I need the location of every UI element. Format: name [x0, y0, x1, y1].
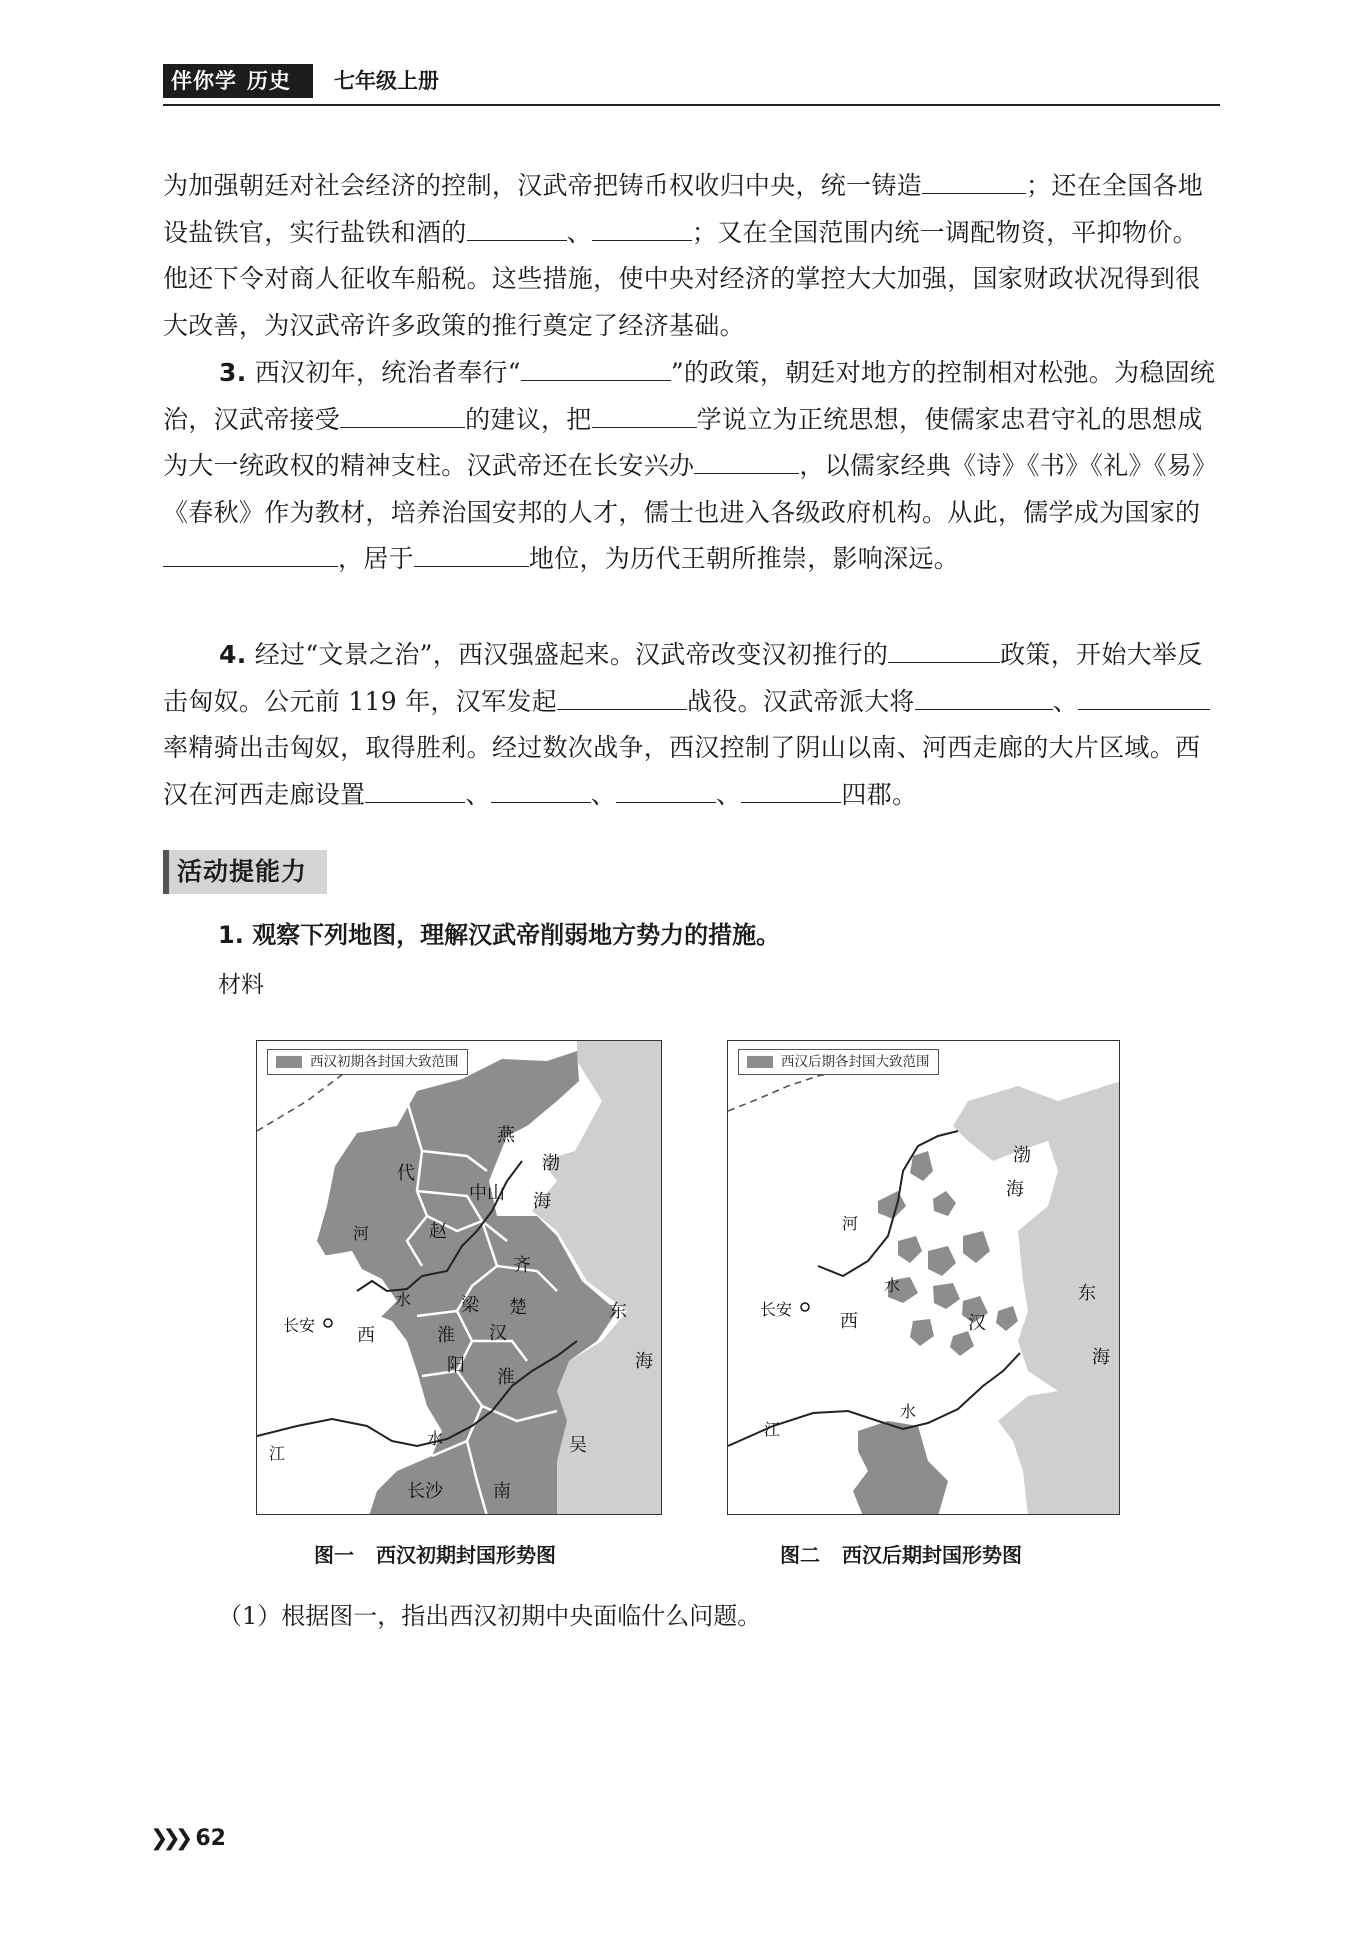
map-late-western-han [727, 1040, 1120, 1515]
map-early-western-han [256, 1040, 662, 1515]
header-subject: 历史 [247, 69, 291, 93]
p2-text-2: ；还在全国各地设盐铁官，实行盐铁和酒的 [163, 171, 1204, 247]
map-label: 淮 [437, 1325, 455, 1346]
paragraph-3 [163, 350, 1221, 583]
p3-text-6: ，居于 [338, 544, 414, 573]
map-label: 汉 [489, 1323, 507, 1344]
fill-blank[interactable] [694, 451, 799, 474]
map-label: 吴 [569, 1435, 587, 1456]
map-label: 东 [1078, 1283, 1096, 1304]
p4-text-4: 、 [1052, 686, 1079, 716]
material-label: 材料 [218, 972, 264, 998]
fill-blank[interactable] [592, 405, 697, 428]
header-grade: 七年级上册 [334, 69, 439, 93]
p3-text-3: 的建议，把 [465, 404, 592, 434]
map-label: 海 [1092, 1347, 1110, 1368]
map-label: 长沙 [407, 1481, 443, 1502]
p3-text-5: ，以儒家经典《诗》《书》《礼》《易》《春秋》作为教材，培养治国安邦的人才，儒士也进入各级政府机构。从此，儒学成为国家的 [163, 451, 1218, 527]
p4-text-7: 、 [590, 779, 617, 809]
p2-text-4: ；又在全国范围内统一调配物资，平抑物价。他还下令对商人征收车船税。这些措施，使中央对经济的掌控大大加强，国家财政状况得到很大改善，为汉武帝许多政策的推行奠定了经济基础。 [163, 217, 1201, 340]
fill-blank[interactable] [592, 218, 692, 241]
p4-text-3: 战役。汉武帝派大将 [687, 686, 915, 716]
map-label: 江 [764, 1420, 781, 1439]
capital-marker [324, 1319, 332, 1327]
map-label: 水 [395, 1290, 412, 1309]
fill-blank[interactable] [467, 218, 567, 241]
map-label: 汉 [968, 1313, 986, 1334]
fill-blank[interactable] [521, 358, 671, 381]
map-label: 西 [840, 1311, 858, 1332]
map-label: 水 [427, 1429, 444, 1448]
paragraph-4 [163, 632, 1221, 818]
fill-blank[interactable] [616, 780, 716, 803]
map-label: 海 [533, 1191, 551, 1212]
map-label: 中山 [469, 1183, 505, 1204]
map-label: 赵 [429, 1221, 447, 1242]
subquestion-1: （1）根据图一，指出西汉初期中央面临什么问题。 [218, 1602, 762, 1630]
map1-drawing [257, 1041, 662, 1515]
fill-blank[interactable] [491, 780, 591, 803]
map-label: 长安 [283, 1316, 316, 1335]
map-label: 水 [884, 1276, 901, 1295]
fief-area [853, 1421, 948, 1515]
map-label: 江 [269, 1444, 286, 1463]
fill-blank[interactable] [741, 780, 841, 803]
map-label: 南 [493, 1481, 511, 1502]
p3-text-1: 西汉初年，统治者奉行“ [254, 358, 521, 387]
rivers [728, 1131, 1020, 1446]
header-series-badge [163, 64, 313, 98]
page-number [150, 1824, 226, 1854]
capital-marker [801, 1303, 809, 1311]
map-label: 淮 [497, 1367, 515, 1388]
map-label: 梁 [461, 1295, 479, 1316]
map2-caption [780, 1540, 1022, 1570]
p4-text-6: 、 [465, 779, 491, 809]
map-label: 东 [609, 1301, 627, 1322]
figure-number: 图一 [314, 1543, 354, 1567]
section-tag: 活动提能力 [163, 850, 327, 894]
figure-number: 图二 [780, 1543, 820, 1567]
p4-text-2: 政策，开始大举反击匈奴。公元前 119 年，汉军发起 [163, 640, 1203, 716]
fill-blank[interactable] [340, 405, 465, 428]
fill-blank[interactable] [557, 687, 687, 710]
map2-drawing [728, 1041, 1120, 1515]
header-series: 伴你学 [171, 69, 237, 93]
question-1 [218, 917, 780, 953]
figure-title: 西汉初期封国形势图 [376, 1543, 556, 1567]
fill-blank[interactable] [888, 640, 1000, 663]
map-label: 渤 [542, 1153, 560, 1174]
p4-text-9: 四郡。 [841, 779, 918, 809]
map-label: 阳 [447, 1355, 465, 1376]
p4-text-1: 经过“文景之治”，西汉强盛起来。汉武帝改变汉初推行的 [254, 640, 889, 669]
legend-text: 西汉初期各封国大致范围 [310, 1054, 459, 1070]
p4-text-8: 、 [716, 779, 742, 809]
paragraph-2 [163, 163, 1221, 349]
map-label: 海 [1006, 1179, 1024, 1200]
p3-text-7: 地位，为历代王朝所推崇，影响深远。 [528, 544, 960, 573]
map1-caption [314, 1540, 556, 1570]
p2-text-3: 、 [566, 217, 592, 247]
map-label: 代 [397, 1163, 415, 1184]
map-label: 河 [353, 1224, 370, 1243]
fill-blank[interactable] [163, 544, 338, 567]
fill-blank[interactable] [414, 544, 529, 567]
header-rule [163, 104, 1220, 106]
question-number: 1. [218, 921, 244, 949]
map-label: 西 [357, 1325, 375, 1346]
map1-legend [267, 1049, 468, 1075]
p3-text-2: ”的政策，朝廷对地方的控制相对松弛。为稳固统治，汉武帝接受 [163, 358, 1216, 434]
map-label: 齐 [513, 1255, 531, 1276]
map-label: 海 [635, 1351, 653, 1372]
map-label: 燕 [497, 1125, 515, 1146]
p2-text-1: 为加强朝廷对社会经济的控制，汉武帝把铸币权收归中央，统一铸造 [163, 171, 923, 200]
legend-swatch [276, 1056, 302, 1068]
p3-text-4: 学说立为正统思想，使儒家忠君守礼的思想成为大一统政权的精神支柱。汉武帝还在长安兴办 [163, 404, 1203, 480]
small-fiefs [878, 1151, 1018, 1356]
map-label: 水 [900, 1402, 917, 1421]
fill-blank[interactable] [365, 780, 465, 803]
map-label: 河 [842, 1214, 859, 1233]
map-label: 楚 [509, 1297, 527, 1318]
page-number-text: 62 [195, 1826, 226, 1851]
fill-blank[interactable] [1078, 687, 1210, 710]
p4-text-5: 率精骑出击匈奴，取得胜利。经过数次战争，西汉控制了阴山以南、河西走廊的大片区域。西汉在河西走廊设置 [163, 733, 1201, 809]
item-number: 3. [219, 358, 247, 387]
map-label: 渤 [1013, 1145, 1031, 1166]
figure-title: 西汉后期封国形势图 [842, 1543, 1022, 1567]
legend-text: 西汉后期各封国大致范围 [781, 1054, 930, 1070]
item-number: 4. [219, 640, 247, 669]
fill-blank[interactable] [915, 687, 1053, 710]
legend-swatch [747, 1056, 773, 1068]
question-text: 观察下列地图，理解汉武帝削弱地方势力的措施。 [252, 921, 781, 949]
chevrons-icon: ❯❯❯ [150, 1826, 188, 1851]
map-label: 长安 [760, 1300, 793, 1319]
fill-blank[interactable] [922, 171, 1026, 194]
map2-legend [738, 1049, 939, 1075]
